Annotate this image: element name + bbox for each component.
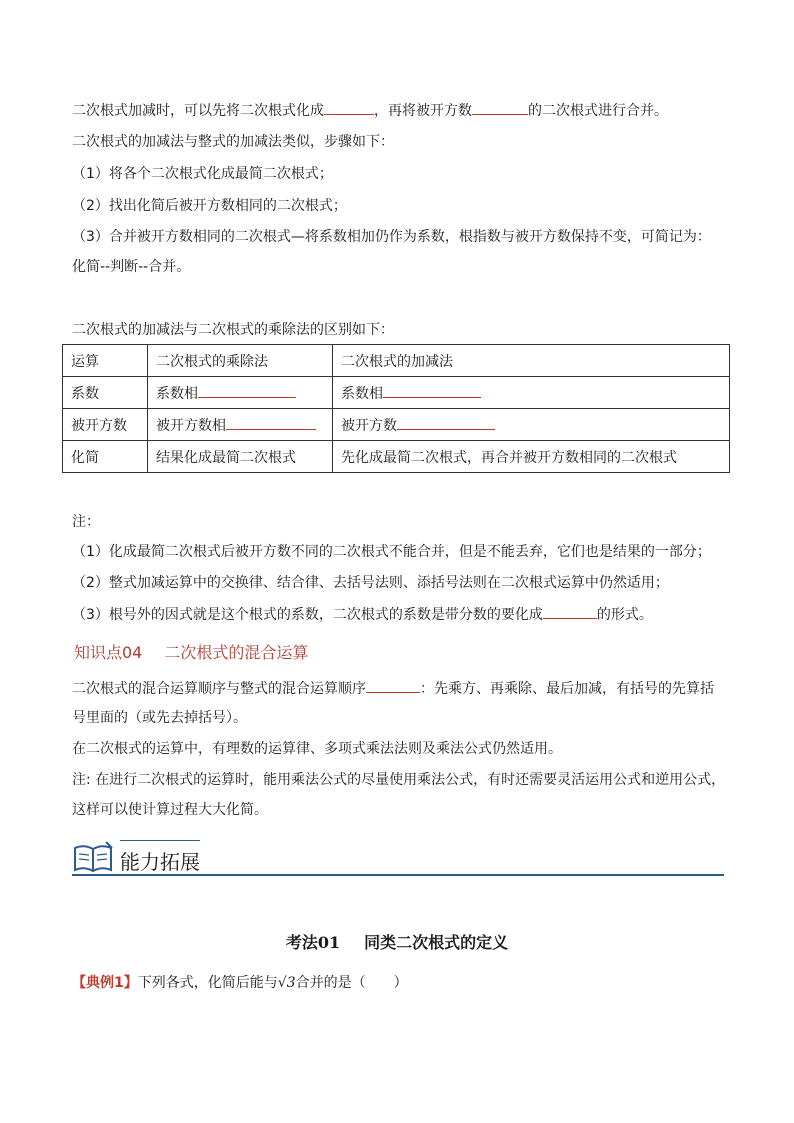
table-cell	[333, 377, 730, 409]
step-1: （1）将各个二次根式化成最简二次根式；	[72, 166, 333, 182]
compare-intro: 二次根式的加减法与二次根式的乘除法的区别如下：	[72, 322, 394, 338]
text: （3）根号外的因式就是这个根式的系数，二次根式的系数是带分数的要化成	[72, 607, 543, 623]
fill-blank[interactable]	[397, 415, 495, 430]
fill-blank[interactable]	[383, 383, 481, 398]
text: 系数相	[341, 385, 383, 402]
fill-blank[interactable]	[226, 415, 316, 430]
fill-blank[interactable]	[472, 100, 528, 115]
open-book-icon	[72, 840, 114, 874]
note-3	[72, 604, 653, 625]
mixed-line-2: 号里面的（或先去掉括号）。	[72, 710, 247, 726]
table-cell	[333, 409, 730, 441]
kaofa-heading	[0, 930, 794, 953]
kaofa-title: 同类二次根式的定义	[364, 933, 509, 952]
section-title: 二次根式的混合运算	[164, 643, 309, 662]
table-cell: 被开方数	[63, 409, 148, 441]
table-row	[63, 377, 730, 409]
table-cell	[148, 377, 333, 409]
text: 下列各式，化简后能与	[137, 975, 278, 991]
text: 被开方数相	[156, 417, 226, 434]
intro-line-2: 二次根式的加减法与整式的加减法类似，步骤如下：	[72, 134, 394, 150]
banner-rule	[72, 874, 724, 876]
notes-title: 注：	[72, 514, 100, 530]
fill-blank[interactable]	[543, 604, 597, 619]
text: 二次根式加减时，可以先将二次根式化成	[72, 103, 324, 119]
text: ，再将被开方数	[374, 103, 472, 119]
sqrt-expression: √3	[277, 975, 296, 991]
ability-banner	[72, 836, 724, 878]
text: 的二次根式进行合并。	[528, 103, 668, 119]
table-cell: 结果化成最简二次根式	[148, 441, 333, 473]
table-cell: 系数	[63, 377, 148, 409]
example-1	[72, 972, 408, 992]
table-header-cell: 二次根式的乘除法	[148, 345, 333, 377]
step-3-cont: 化简--判断--合并。	[72, 259, 191, 275]
mixed-line-4: 注: 在进行二次根式的运算时，能用乘法公式的尽量使用乘法公式，有时还需要灵活运用公式和逆用公式，	[72, 772, 726, 788]
fill-blank[interactable]	[324, 100, 374, 115]
note-1: （1）化成最简二次根式后被开方数不同的二次根式不能合并，但是不能丢弃，它们也是结果的一部分；	[72, 544, 711, 560]
table-header-row	[63, 345, 730, 377]
table-header-cell: 二次根式的加减法	[333, 345, 730, 377]
text: 二次根式的混合运算顺序与整式的混合运算顺序	[72, 681, 366, 697]
example-tag: 【典例1】	[72, 975, 138, 991]
fill-blank[interactable]	[366, 678, 420, 693]
step-3: （3）合并被开方数相同的二次根式—将系数相加仍作为系数，根指数与被开方数保持不变，可简记为：	[72, 229, 711, 245]
step-2: （2）找出化简后被开方数相同的二次根式；	[72, 198, 347, 214]
table-cell: 化简	[63, 441, 148, 473]
mixed-line-1	[72, 678, 714, 699]
comparison-table	[62, 344, 730, 473]
intro-line-1	[72, 100, 668, 121]
text: 系数相	[156, 385, 198, 402]
banner-top-rule	[120, 840, 200, 841]
table-cell: 先化成最简二次根式，再合并被开方数相同的二次根式	[333, 441, 730, 473]
mixed-line-3: 在二次根式的运算中，有理数的运算律、多项式乘法法则及乘法公式仍然适用。	[72, 741, 562, 757]
note-2: （2）整式加减运算中的交换律、结合律、去括号法则、添括号法则在二次根式运算中仍然适用；	[72, 575, 669, 591]
banner-title: 能力拓展	[120, 850, 200, 874]
table-cell	[148, 409, 333, 441]
section-heading	[74, 640, 308, 663]
section-label: 知识点04	[74, 643, 143, 662]
table-header-cell: 运算	[63, 345, 148, 377]
text: 的形式。	[596, 607, 653, 623]
table-row	[63, 441, 730, 473]
text: ：先乘方、再乘除、最后加减，有括号的先算括	[420, 681, 714, 697]
fill-blank[interactable]	[198, 383, 296, 398]
table-row	[63, 409, 730, 441]
text: 合并的是（ ）	[295, 975, 408, 991]
text: 被开方数	[341, 417, 397, 434]
kaofa-label: 考法01	[285, 933, 341, 952]
mixed-line-5: 这样可以使计算过程大大化简。	[72, 802, 268, 818]
